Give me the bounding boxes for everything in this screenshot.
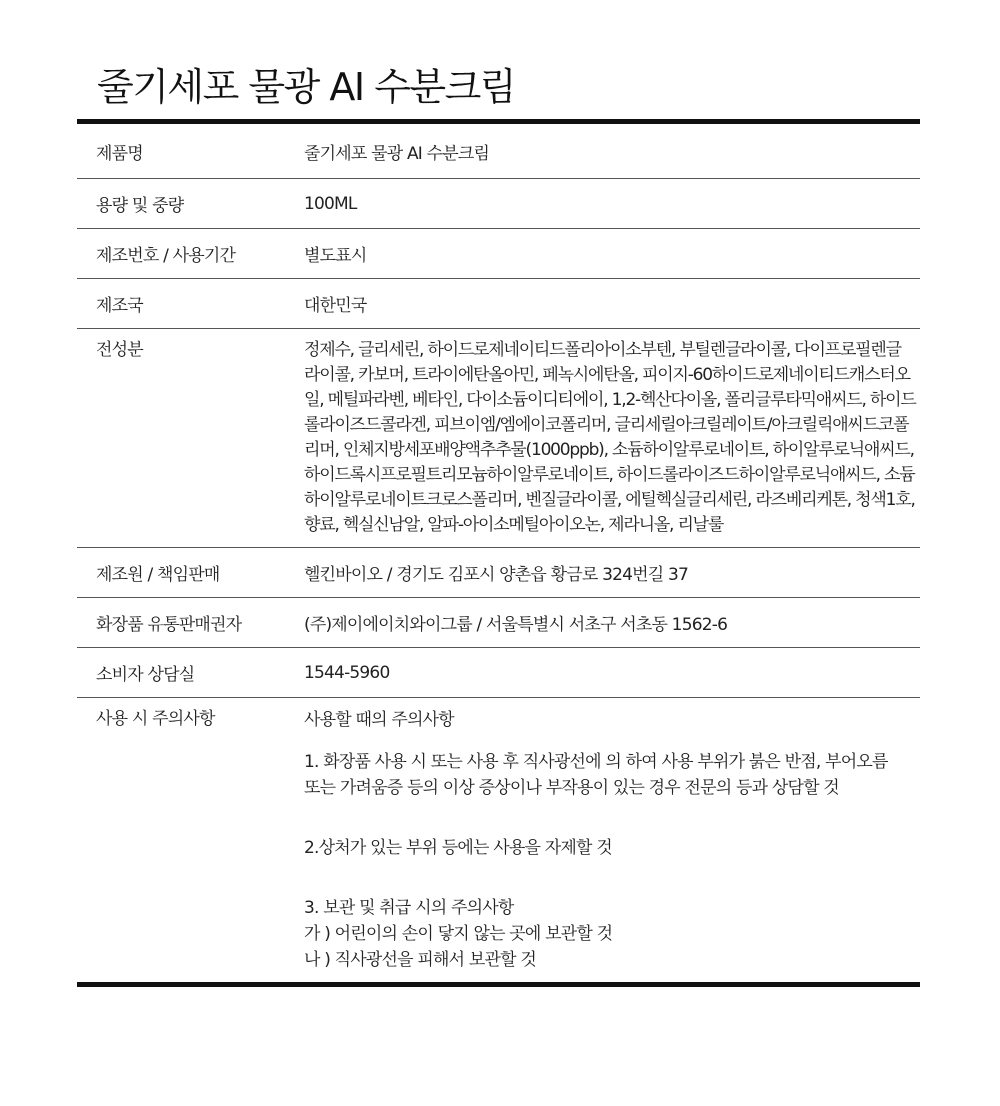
row-consumer-center bbox=[77, 647, 920, 697]
row-label: 용량 및 중량 bbox=[96, 196, 184, 216]
row-product-name bbox=[77, 124, 920, 178]
caution-item-1-line-1: 1. 화장품 사용 시 또는 사용 후 직사광선에 의 하여 사용 부위가 붉은 반점, 부어오름 bbox=[304, 752, 888, 772]
row-value: 대한민국 bbox=[304, 296, 367, 316]
row-volume bbox=[77, 178, 920, 228]
row-label: 제조국 bbox=[96, 296, 143, 316]
caution-item-1-line-2: 또는 가려움증 등의 이상 증상이나 부작용이 있는 경우 전문의 등과 상담할 것 bbox=[304, 778, 839, 798]
row-cautions bbox=[77, 697, 920, 982]
row-lot-expiry bbox=[77, 228, 920, 278]
caution-text bbox=[304, 707, 920, 973]
row-value: 별도표시 bbox=[304, 246, 367, 266]
row-value: 1544-5960 bbox=[304, 662, 390, 683]
row-country bbox=[77, 278, 920, 328]
row-distributor bbox=[77, 597, 920, 647]
row-label: 제조원 / 책임판매 bbox=[96, 565, 220, 585]
row-label: 사용 시 주의사항 bbox=[96, 709, 215, 729]
row-ingredients bbox=[77, 328, 920, 547]
row-value: 100ML bbox=[304, 193, 357, 214]
row-manufacturer bbox=[77, 547, 920, 597]
row-label: 소비자 상담실 bbox=[96, 665, 195, 685]
caution-item-3-a: 가 ) 어린이의 손이 닿지 않는 곳에 보관할 것 bbox=[304, 924, 613, 944]
caution-heading: 사용할 때의 주의사항 bbox=[304, 710, 454, 730]
product-info-table bbox=[77, 119, 920, 987]
caution-item-3-b: 나 ) 직사광선을 피해서 보관할 것 bbox=[304, 950, 536, 970]
ingredients-text: 정제수, 글리세린, 하이드로제네이티드폴리아이소부텐, 부틸렌글라이콜, 다이프로필렌글라이콜, 카보머, 트라이에탄올아민, 페녹시에탄올, 피이지-60하이드로제네이티드캐스터오일, 메틸파라벤, 베타인, 다이소듐이디티에이, 1,2-헥산다이올, 폴리글루타믹애씨드, 하이드롤라이즈드콜라겐, 피브이엠/엠에이코폴리머, 글리세릴아크릴레이트/아크릴릭애씨드코폴리머, 인체지방세포배양액추추물(1000ppb), 소듐하이알루로네이트, 하이알루로닉애씨드, 하이드록시프로필트리모늄하이알루로네이트, 하이드롤라이즈드하이알루로닉애씨드, 소듐하이알루로네이트크로스폴리머, 벤질글라이콜, 에틸헥실글리세린, 라즈베리케톤, 청색1호, 향료, 헥실신남알, 알파-아이소메틸아이오논, 제라니올, 리날룰 bbox=[304, 340, 916, 535]
row-value: 줄기세포 물광 AI 수분크림 bbox=[304, 143, 490, 164]
row-value: (주)제이에이치와이그룹 / 서울특별시 서초구 서초동 1562-6 bbox=[304, 615, 728, 635]
row-label: 전성분 bbox=[96, 340, 143, 360]
caution-item-3-heading: 3. 보관 및 취급 시의 주의사항 bbox=[304, 898, 514, 918]
page-title: 줄기세포 물광 AI 수분크림 bbox=[97, 65, 516, 109]
row-label: 제조번호 / 사용기간 bbox=[96, 246, 236, 266]
caution-item-2: 2.상처가 있는 부위 등에는 사용을 자제할 것 bbox=[304, 838, 612, 858]
row-label: 제품명 bbox=[96, 143, 143, 164]
row-value: 헬킨바이오 / 경기도 김포시 양촌읍 황금로 324번길 37 bbox=[304, 565, 689, 585]
row-label: 화장품 유통판매권자 bbox=[96, 615, 242, 635]
